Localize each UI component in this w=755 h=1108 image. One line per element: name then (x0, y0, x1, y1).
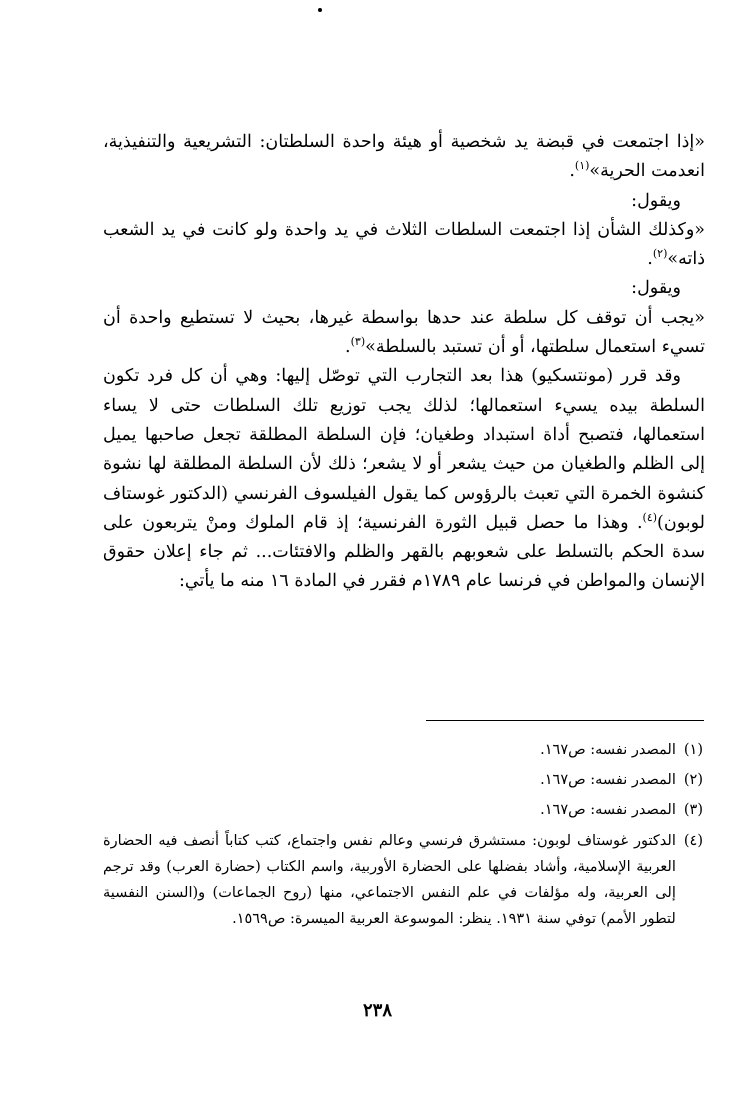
footnote-number: (٣) (683, 802, 703, 819)
footnote-number: (٤) (683, 832, 703, 849)
quote-paragraph-3 (103, 304, 705, 363)
quote-2-end: . (647, 249, 653, 270)
footnote-3 (103, 797, 703, 823)
quote-paragraph-1 (103, 128, 705, 187)
quote-3-text: «يجب أن توقف كل سلطة عند حدها بواسطة غيرها، بحيث لا تستطيع واحدة أن تسيء استعمال سلطتها، أو أن تستبد بالسلطة» (103, 307, 705, 358)
footnote-number: (٢) (683, 772, 703, 789)
footnote-text: المصدر نفسه: ص١٦٧. (540, 742, 676, 758)
footnote-text: المصدر نفسه: ص١٦٧. (540, 772, 676, 789)
footnote-ref-2[interactable]: (٢) (652, 247, 668, 261)
footnote-separator (426, 720, 704, 721)
says-label-1: ويقول: (631, 190, 681, 211)
footnote-4 (103, 828, 703, 933)
top-dot (318, 8, 322, 12)
page-number: ٢٣٨ (362, 1000, 392, 1021)
footnote-text: المصدر نفسه: ص١٦٧. (540, 802, 676, 819)
footnote-ref-4[interactable]: (٤) (642, 511, 658, 525)
footnote-text: الدكتور غوستاف لوبون: مستشرق فرنسي وعالم نفس واجتماع، كتب كتاباً أنصف فيه الحضارة العربية الإسلامية، وأشاد بفضلها على الحضارة الأوربية، واسم الكتاب (حضارة العرب) وقد ترجم إلى العربية، وله مؤلفات في علم النفس الاجتماعي، منها (روح الجماعات) و(السنن النفسية لتطور الأمم) توفي سنة ١٩٣١. ينظر: الموسوعة العربية الميسرة: ص١٥٦٩. (103, 832, 676, 928)
footnote-1 (103, 737, 703, 763)
quote-1-text: «إذا اجتمعت في قبضة يد شخصية أو هيئة واحدة السلطتان: التشريعية والتنفيذية، انعدمت الحرية» (103, 132, 705, 182)
says-label-2: ويقول: (631, 278, 681, 299)
main-paragraph-part-2: . وهذا ما حصل قبيل الثورة الفرنسية؛ إذ قام الملوك ومنْ يتربعون على سدة الحكم بالتسلط على شعوبهم بالقهر والظلم والافتئات... ثم جاء إعلان حقوق الإنسان والمواطن في فرنسا عام ١٧٨٩م فقرر في المادة ١٦ منه ما يأتي: (103, 512, 705, 592)
footnote-ref-1[interactable]: (١) (574, 159, 590, 173)
quote-paragraph-2 (103, 216, 705, 275)
quote-3-end: . (345, 337, 351, 358)
footnote-2 (103, 767, 703, 793)
footnote-ref-3[interactable]: (٣) (350, 335, 366, 349)
main-paragraph (103, 362, 705, 596)
main-paragraph-part-1: وقد قرر (مونتسكيو) هذا بعد التجارب التي توصّل إليها: وهي أن كل فرد تكون السلطة بيده يسيء استعمالها؛ لذلك يجب توزيع تلك السلطات حتى لا يساء استعمالها، فتصبح أداة استبداد وطغيان؛ فإن السلطة المطلقة تجعل صاحبها يميل إلى الظلم والطغيان من حيث يشعر أو لا يشعر؛ ذلك لأن السلطة المطلقة لها نشوة كنشوة الخمرة التي تعبث بالرؤوس كما يقول الفيلسوف الفرنسي (الدكتور غوستاف لوبون) (103, 366, 706, 533)
footnotes (103, 737, 703, 936)
quote-1-end: . (569, 161, 575, 182)
footnote-number: (١) (683, 742, 703, 758)
main-text (103, 128, 705, 597)
quote-2-text: «وكذلك الشأن إذا اجتمعت السلطات الثلاث في يد واحدة ولو كانت في يد الشعب ذاته» (103, 219, 705, 270)
